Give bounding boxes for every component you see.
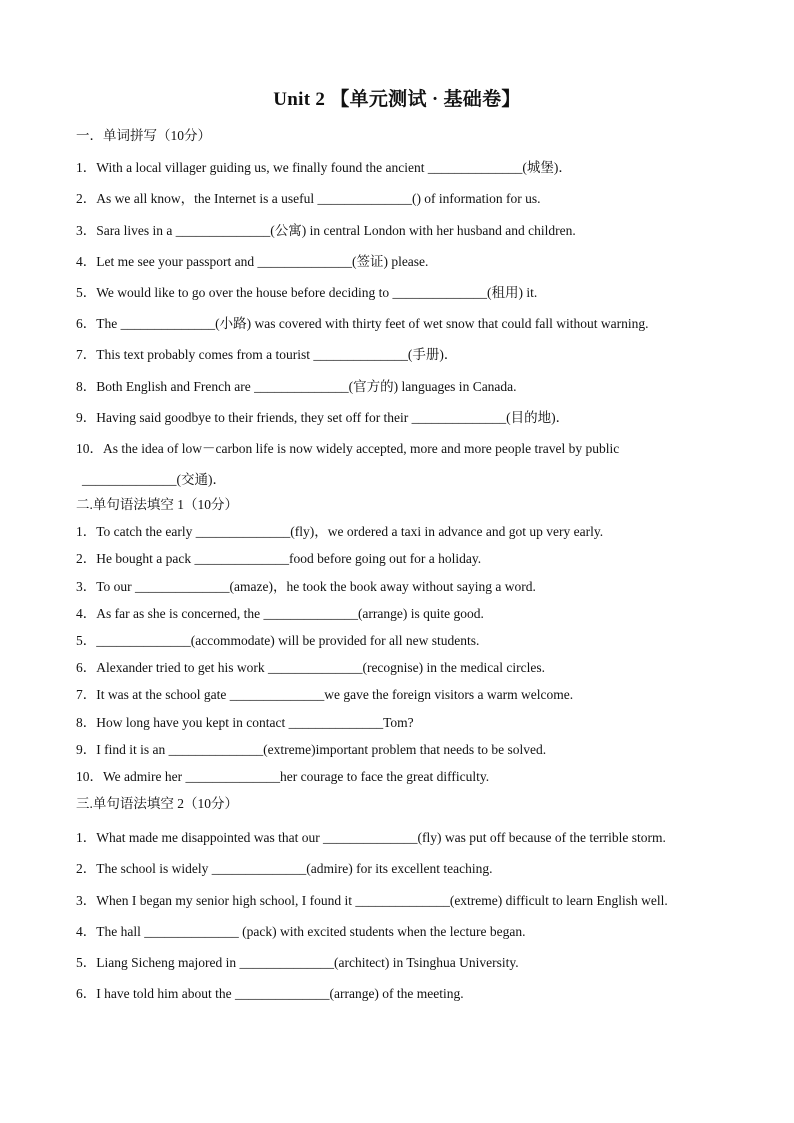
question-line: 9．I find it is an ______________(extreme)important problem that needs to be solved. — [76, 742, 547, 757]
section-heading: 二.单句语法填空 1（10分） — [76, 497, 238, 512]
question-line: 7．This text probably comes from a tourist ______________(手册)． — [76, 347, 458, 362]
question-line: 1．To catch the early ______________(fly)，we ordered a taxi in advance and got up very early. — [76, 524, 604, 539]
question-line-continued: ______________(交通)． — [82, 472, 226, 487]
question-line: 3．Sara lives in a ______________(公寓) in central London with her husband and children. — [76, 223, 576, 238]
question-line: 5．______________(accommodate) will be provided for all new students. — [76, 633, 480, 648]
question-line: 9．Having said goodbye to their friends, they set off for their ______________(目的地)． — [76, 410, 570, 425]
question-line: 5．Liang Sicheng majored in ______________(architect) in Tsinghua University. — [76, 955, 519, 970]
question-line: 1．With a local villager guiding us, we finally found the ancient ______________(城堡)． — [76, 160, 572, 175]
question-line: 4．As far as she is concerned, the ______________(arrange) is quite good. — [76, 606, 484, 621]
question-line: 6．I have told him about the ______________(arrange) of the meeting. — [76, 986, 464, 1001]
question-line: 8．Both English and French are ______________(官方的) languages in Canada. — [76, 379, 517, 394]
question-line: 4．Let me see your passport and ______________(签证) please. — [76, 254, 429, 269]
question-line: 7．It was at the school gate ______________we gave the foreign visitors a warm welcome. — [76, 687, 574, 702]
question-line: 6．Alexander tried to get his work ______________(recognise) in the medical circles. — [76, 660, 545, 675]
question-line: 2．As we all know，the Internet is a useful ______________() of information for us. — [76, 191, 541, 206]
question-line: 3．When I began my senior high school, I found it ______________(extreme) difficult to learn English well. — [76, 893, 668, 908]
question-line: 2．He bought a pack ______________food before going out for a holiday. — [76, 551, 482, 566]
question-line: 4．The hall ______________ (pack) with excited students when the lecture began. — [76, 924, 526, 939]
question-line: 10．As the idea of low－carbon life is now widely accepted, more and more people travel by public — [76, 441, 620, 456]
question-line: 6．The ______________(小路) was covered with thirty feet of wet snow that could fall without warning. — [76, 316, 649, 331]
question-line: 2．The school is widely ______________(admire) for its excellent teaching. — [76, 861, 493, 876]
page-title: Unit 2 【单元测试 · 基础卷】 — [273, 89, 521, 110]
question-line: 1．What made me disappointed was that our ______________(fly) was put off because of the terrible storm. — [76, 830, 666, 845]
question-line: 8．How long have you kept in contact ______________Tom? — [76, 715, 414, 730]
section-heading: 三.单句语法填空 2（10分） — [76, 796, 238, 811]
question-line: 3．To our ______________(amaze)，he took the book away without saying a word. — [76, 579, 536, 594]
section-heading: 一．单词拼写（10分） — [76, 128, 211, 143]
question-line: 10．We admire her ______________her courage to face the great difficulty. — [76, 769, 490, 784]
question-line: 5．We would like to go over the house before deciding to ______________(租用) it. — [76, 285, 538, 300]
